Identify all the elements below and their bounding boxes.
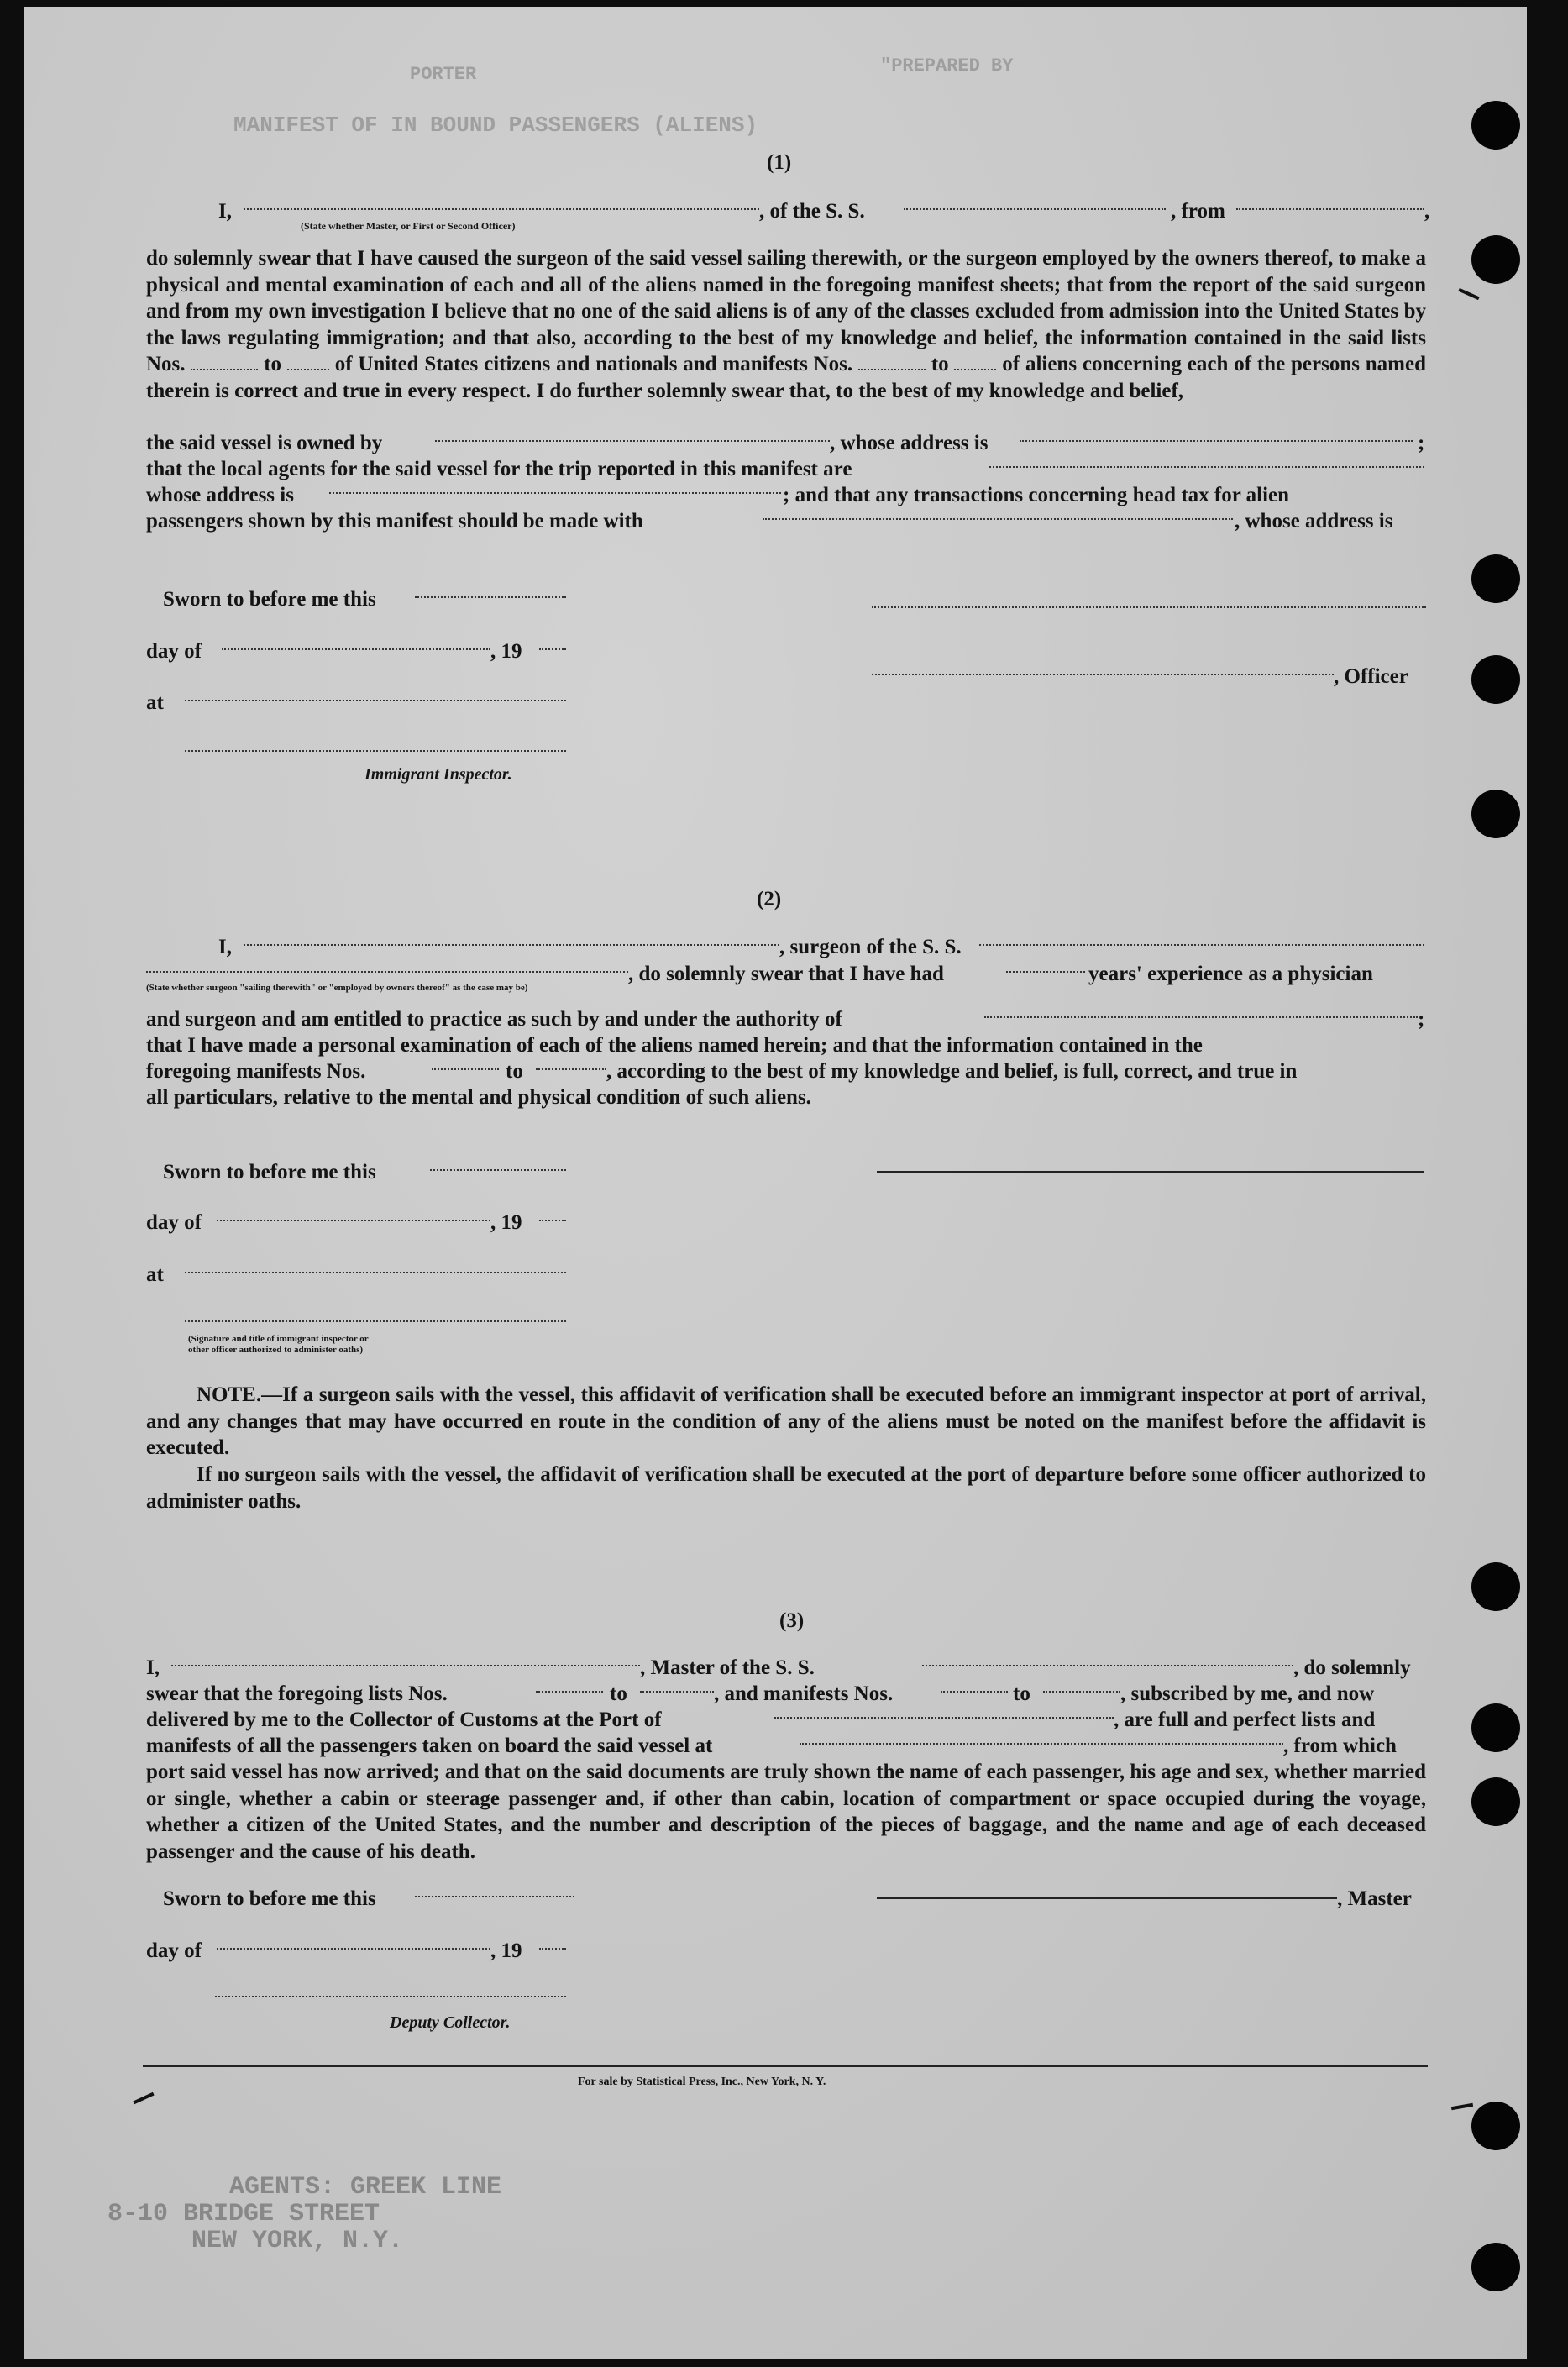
punch-hole-icon [1471,2102,1520,2150]
s3-and-manifests-label: , and manifests Nos. [714,1682,894,1705]
s1-from-label: , from [1171,200,1225,223]
s1-immigrant-inspector-label: Immigrant Inspector. [364,765,512,784]
s3-are-full-text: , are full and perfect lists and [1114,1708,1376,1731]
agents-stamp-line-2: 8-10 BRIDGE STREET [108,2200,380,2228]
s3-deputy-collector-label: Deputy Collector. [390,2013,511,2032]
s3-sworn-label: Sworn to before me this [163,1887,376,1910]
s3-day-of-label: day of [146,1939,202,1962]
punch-hole-icon [1471,1562,1520,1611]
agents-stamp-line-3: NEW YORK, N.Y. [191,2227,404,2255]
s2-day-of-label: day of [146,1211,202,1234]
s1-vessel-name-field[interactable] [904,208,1166,210]
s2-note-label: NOTE. [197,1383,262,1406]
s3-port-field[interactable] [774,1717,1114,1719]
s2-note-paragraph [146,1382,1426,1462]
punch-hole-icon [1471,2243,1520,2291]
s1-oath-part-b: of United States citizens and nationals and manifests Nos. [334,353,853,375]
s3-deputy-signature-field[interactable] [215,1996,566,1997]
s3-subscribed-text: , subscribed by me, and now [1120,1682,1375,1705]
s1-at-label: at [146,691,164,714]
s1-officer-title-field[interactable] [244,208,759,210]
s2-i-label: I, [218,936,232,958]
s1-to-label: to [264,353,282,375]
s2-month-field[interactable] [217,1220,490,1221]
s2-vessel-field[interactable] [979,944,1424,946]
s1-officer-label: , Officer [1334,665,1408,688]
s3-master-signature-line[interactable] [877,1897,1337,1899]
s1-inspector-signature-field[interactable] [185,750,566,752]
s2-manifests-from-field[interactable] [432,1068,499,1070]
s1-head-tax-contact-field[interactable] [763,518,1233,520]
s3-manifests-from-field[interactable] [941,1691,1008,1693]
s2-sworn-label: Sworn to before me this [163,1161,376,1184]
s2-year-field[interactable] [539,1220,566,1221]
s1-lists-from-field[interactable] [191,352,258,370]
s1-local-agents-label: that the local agents for the said vessel for the trip reported in this manifest are [146,458,852,480]
s2-note-text: —If a surgeon sails with the vessel, this affidavit of verification shall be executed before an immigrant inspector at port of arrival, and any changes that may have occurred en route in the condition of any of the aliens must be noted on the manifest before the affidavit is executed. [146,1383,1426,1459]
s1-manifests-to-field[interactable] [954,352,996,370]
s1-agent-address-label: whose address is [146,484,294,506]
s1-whose-address-end: , whose address is [1235,510,1393,533]
s2-inspector-signature-field[interactable] [185,1320,566,1322]
s1-officer-note: (State whether Master, or First or Second Officer) [301,220,516,232]
s1-day-of-label: day of [146,640,202,663]
s2-swear-label: , do solemnly swear that I have had [628,963,944,985]
s1-semicolon: ; [1418,432,1425,454]
punch-hole-icon [1471,1703,1520,1752]
s3-master-of-label: , Master of the S. S. [640,1656,815,1679]
s1-owner-field[interactable] [435,440,830,442]
s2-surgeon-signature-line[interactable] [877,1171,1424,1173]
ghost-manifest-title: MANIFEST OF IN BOUND PASSENGERS (ALIENS) [233,113,758,138]
s1-sworn-day-field[interactable] [415,596,566,598]
s2-authority-label: and surgeon and am entitled to practice as such by and under the authority of [146,1008,842,1031]
s3-month-field[interactable] [217,1948,490,1950]
s3-swear-lists-label: swear that the foregoing lists Nos. [146,1682,448,1705]
s1-oath-part-c: of aliens concerning each of the persons named therein is correct and true in every respect. I do further solemnly swear that, to the best of my knowledge and belief, [146,353,1427,402]
s3-boarded-at-field[interactable] [800,1743,1283,1745]
s3-master-label: , Master [1337,1887,1412,1910]
s2-surgeon-type-note: (State whether surgeon "sailing therewith" or "employed by owners thereof" as the case may be) [146,983,528,993]
s2-at-label: at [146,1263,164,1286]
punch-hole-icon [1471,554,1520,603]
s1-manifests-from-field[interactable] [858,352,926,370]
s1-officer-title-sign-field[interactable] [872,674,1334,675]
s3-master-name-field[interactable] [171,1665,640,1666]
s1-whose-address-label: , whose address is [830,432,989,454]
s1-oath-part-a: do solemnly swear that I have caused the surgeon of the said vessel sailing therewith, or the surgeon employed by the owners thereof, to make a physical and mental examination of each and all of the aliens named in the foregoing manifest sheets; that from the report of the said surgeon and from my own investigation I believe that no one of the said aliens is of any of the classes excluded from admission into the United States by the laws regulating immigration; and that also, according to the best of my knowledge and belief, the information contained in the said lists Nos. [146,247,1426,375]
s1-at-place-field[interactable] [185,700,566,701]
s3-year-field[interactable] [539,1948,566,1950]
s1-lists-to-field[interactable] [287,352,329,370]
s2-semicolon: ; [1418,1008,1425,1031]
s1-local-agents-field[interactable] [989,466,1424,468]
s1-sworn-label: Sworn to before me this [163,588,376,611]
section-2-number: (2) [757,888,782,911]
s3-from-which: , from which [1283,1735,1397,1757]
s2-years-field[interactable] [1006,971,1085,973]
s1-from-port-field[interactable] [1236,208,1424,210]
s3-manifests-to-field[interactable] [1043,1691,1120,1693]
s2-authority-field[interactable] [984,1016,1418,1018]
agents-stamp-line-1: AGENTS: GREEK LINE [229,2173,502,2202]
s1-to-label-2: to [931,353,949,375]
s2-surgeon-type-field[interactable] [146,971,628,973]
s3-i-label: I, [146,1656,160,1679]
s1-year-label: , 19 [490,640,522,663]
form-sheet [24,7,1527,2359]
s2-according-text: , according to the best of my knowledge and belief, is full, correct, and true in [606,1060,1298,1083]
s2-at-place-field[interactable] [185,1272,566,1273]
s2-signature-note-1: (Signature and title of immigrant inspector or [188,1334,369,1344]
punch-hole-icon [1471,1777,1520,1826]
s2-years-label: years' experience as a physician [1088,963,1373,985]
s2-note-paragraph-2: If no surgeon sails with the vessel, the affidavit of verification shall be executed at the port of departure before some officer authorized to administer oaths. [146,1463,1426,1513]
ghost-porter: PORTER [410,64,477,85]
pen-mark [133,2092,154,2105]
s1-officer-signature-field[interactable] [872,606,1426,608]
footer-rule [143,2065,1428,2067]
ghost-prepared-by: "PREPARED BY [880,55,1014,76]
s2-surgeon-name-field[interactable] [244,944,779,946]
s2-particulars-text: all particulars, relative to the mental and physical condition of such aliens. [146,1086,811,1109]
s3-sworn-day-field[interactable] [415,1896,574,1897]
s3-to-label-1: to [610,1682,627,1705]
s3-oath-text: port said vessel has now arrived; and that on the said documents are truly shown the name of each passenger, his age and sex, whether married or single, whether a cabin or steerage passenger and, if other than cabin, location of compartment or space occupied during the voyage, whether a citizen of the United States, and the number and description of the pieces of baggage, and the name and age of each deceased passenger and the cause of his death. [146,1761,1426,1863]
s2-manifests-label: foregoing manifests Nos. [146,1060,366,1083]
s2-signature-note-2: other officer authorized to administer oaths) [188,1345,364,1355]
s1-line-end: , [1424,200,1430,223]
s2-manifests-to-field[interactable] [536,1068,606,1070]
s3-lists-from-field[interactable] [536,1691,603,1693]
s2-surgeon-of-label: , surgeon of the S. S. [779,936,962,958]
s3-year-label: , 19 [490,1939,522,1962]
s1-owner-address-field[interactable] [1020,440,1413,442]
s1-oath-text [146,245,1426,404]
s3-lists-to-field[interactable] [640,1691,714,1693]
s1-month-field[interactable] [222,648,490,650]
s2-to-label: to [506,1060,523,1083]
s1-of-ss-label: , of the S. S. [759,200,865,223]
s1-year-field[interactable] [539,648,566,650]
printer-credit: For sale by Statistical Press, Inc., New York, N. Y. [578,2076,826,2088]
section-3-number: (3) [779,1609,805,1632]
s1-owned-by-label: the said vessel is owned by [146,432,383,454]
s3-delivered-label: delivered by me to the Collector of Customs at the Port of [146,1708,662,1731]
s3-to-label-2: to [1013,1682,1030,1705]
punch-hole-icon [1471,790,1520,838]
section-1-number: (1) [767,151,792,174]
s1-passengers-shown-label: passengers shown by this manifest should be made with [146,510,643,533]
pen-mark [1451,2103,1473,2110]
s2-year-label: , 19 [490,1211,522,1234]
s2-examination-text: that I have made a personal examination of each of the aliens named herein; and that the information contained in the [146,1034,1203,1057]
s3-do-solemnly: , do solemnly [1293,1656,1411,1679]
s2-sworn-day-field[interactable] [430,1169,566,1171]
punch-hole-icon [1471,235,1520,284]
s3-manifests-all-label: manifests of all the passengers taken on board the said vessel at [146,1735,713,1757]
punch-hole-icon [1471,101,1520,150]
s1-head-tax-text: ; and that any transactions concerning head tax for alien [783,484,1290,506]
s1-agent-address-field[interactable] [329,492,781,494]
punch-hole-icon [1471,655,1520,704]
s1-i-label: I, [218,200,232,223]
pen-mark [1458,288,1479,300]
s3-vessel-field[interactable] [922,1665,1293,1666]
